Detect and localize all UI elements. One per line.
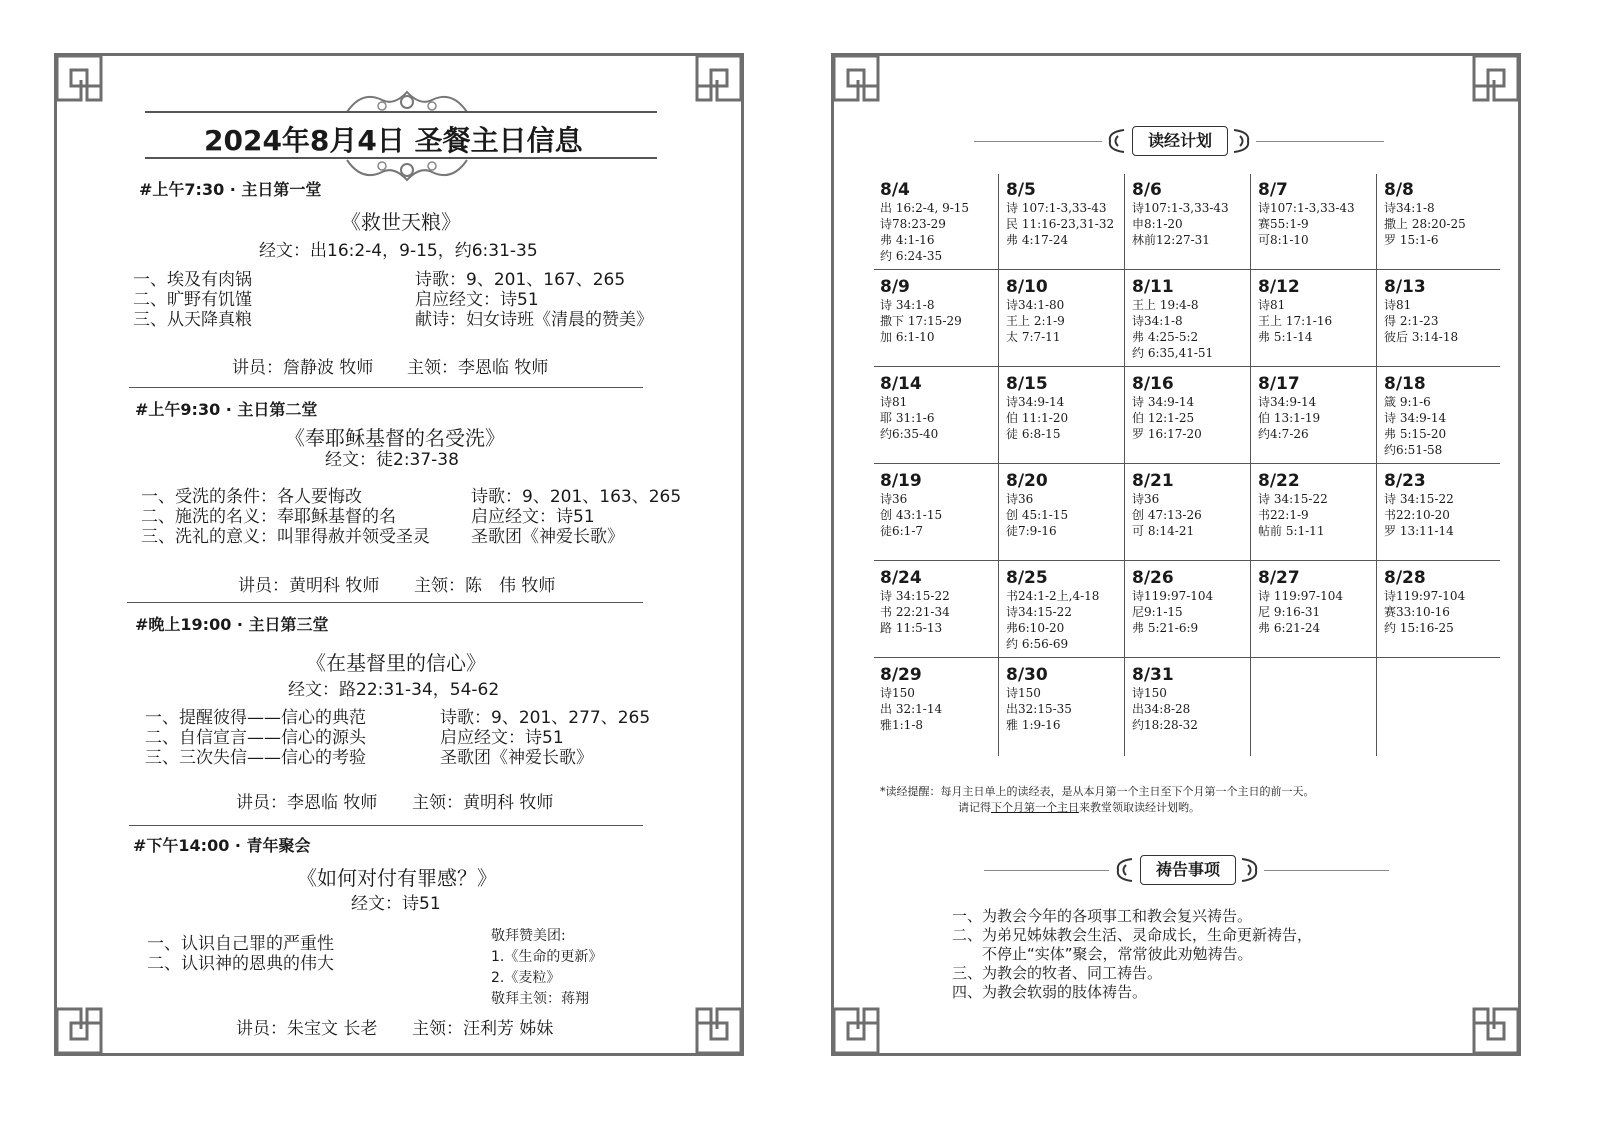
scripture-ref: 雅1:1-8 [880,718,924,732]
scripture-ref: 伯 13:1-19 [1258,411,1321,425]
scripture-ref: 书24:1-2上,4-18 [1006,589,1100,603]
header-top-ornament [342,86,472,114]
header-bottom-ornament [342,158,472,186]
reading-date: 8/18 [1384,374,1426,394]
scripture-ref: 罗 13:11-14 [1384,524,1454,538]
prayer-item: 四、为教会软弱的肢体祷告。 [952,983,1148,1001]
hymns: 诗歌：9、201、277、265 [440,708,651,728]
reading-day-cell [874,174,1000,271]
prayer-title: 祷告事项 [1140,855,1236,885]
worship-song: 2.《麦粒》 [491,970,561,986]
scripture-ref: 林前12:27-31 [1132,233,1210,247]
reading-date: 8/7 [1258,180,1288,200]
reading-date: 8/4 [880,180,910,200]
swirl-ornament-icon [1230,128,1254,154]
scripture-ref: 诗107:1-3,33-43 [1132,201,1229,215]
reading-date: 8/17 [1258,374,1300,394]
reading-date: 8/26 [1132,568,1174,588]
scripture-ref: 尼9:1-15 [1132,605,1183,619]
reading-day-cell [1000,368,1126,465]
service-heading: #上午9:30 · 主日第二堂 [135,400,318,419]
sermon-points [133,270,252,330]
reading-day-cell [1378,465,1504,562]
sermon-title: 《如何对付有罪感？》 [297,866,497,890]
scripture-ref: 诗34:15-22 [1006,605,1072,619]
fret-corner-ornament [831,1006,881,1056]
scripture-ref: 约6:51-58 [1384,443,1443,457]
scripture-ref: 弗 4:17-24 [1006,233,1069,247]
reading-day-cell [1252,368,1378,465]
scripture-ref: 诗119:97-104 [1132,589,1214,603]
reading-date: 8/29 [880,665,922,685]
leader: 主领：李恩临 牧师 [407,358,549,378]
scripture-ref: 诗36 [880,492,908,506]
reading-date: 8/12 [1258,277,1300,297]
speaker: 讲员：黄明科 牧师 [238,576,380,596]
fret-corner-ornament [831,53,881,103]
scripture-ref: 诗 34:15-22 [1258,492,1328,506]
scripture-reference: 经文：出16:2-4，9-15，约6:31-35 [259,241,538,261]
grid-divider [1124,174,1125,756]
sermon-title: 《在基督里的信心》 [306,651,486,675]
hymns: 诗歌：9、201、163、265 [471,487,682,507]
reading-day-cell [874,659,1000,756]
leader: 主领：黄明科 牧师 [412,793,554,813]
scripture-ref: 路 11:5-13 [880,621,943,635]
scripture-ref: 罗 16:17-20 [1132,427,1202,441]
reading-day-cell [1126,174,1252,271]
special-music: 献诗：妇女诗班《清晨的赞美》 [415,310,653,330]
scripture-ref: 创 43:1-15 [880,508,943,522]
scripture-ref: 创 47:13-26 [1132,508,1202,522]
fret-corner-ornament [694,1006,744,1056]
reading-date: 8/27 [1258,568,1300,588]
reading-day-cell [874,271,1000,368]
scripture-ref: 徒 6:8-15 [1006,427,1061,441]
reading-date: 8/30 [1006,665,1048,685]
scripture-ref: 得 2:1-23 [1384,314,1439,328]
reading-day-cell [1126,368,1252,465]
scripture-ref: 徒7:9-16 [1006,524,1057,538]
sermon-point: 三、三次失信——信心的考验 [145,748,366,768]
prayer-item: 不停止“实体”聚会，常常彼此劝勉祷告。 [952,945,1253,963]
reading-day-cell [1252,465,1378,562]
scripture-ref: 弗 5:1-14 [1258,330,1313,344]
reading-date: 8/19 [880,471,922,491]
reading-plan-banner [834,126,1518,156]
reading-date: 8/15 [1006,374,1048,394]
scripture-ref: 伯 11:1-20 [1006,411,1069,425]
reading-date: 8/21 [1132,471,1174,491]
prayer-banner [834,855,1518,885]
scripture-ref: 伯 12:1-25 [1132,411,1195,425]
scripture-ref: 弗 4:25-5:2 [1132,330,1199,344]
sermon-title: 《奉耶稣基督的名受洗》 [285,426,505,450]
reading-date: 8/22 [1258,471,1300,491]
scripture-ref: 诗81 [1258,298,1286,312]
scripture-ref: 约 15:16-25 [1384,621,1454,635]
reading-day-cell [1000,659,1126,756]
scripture-ref: 赛55:1-9 [1258,217,1309,231]
reading-plan-title: 读经计划 [1132,126,1228,156]
reading-date: 8/14 [880,374,922,394]
grid-divider [1250,174,1251,756]
scripture-ref: 诗 34:9-14 [1384,411,1447,425]
reading-date: 8/10 [1006,277,1048,297]
reading-day-cell [1252,659,1378,756]
scripture-ref: 诗 34:9-14 [1132,395,1195,409]
scripture-ref: 王上 19:4-8 [1132,298,1199,312]
worship-song: 1.《生命的更新》 [491,949,603,965]
worship-leader: 敬拜主领：蒋翔 [491,991,589,1007]
reading-day-cell [1378,562,1504,659]
scripture-ref: 加 6:1-10 [880,330,935,344]
special-music: 圣歌团《神爱长歌》 [440,748,593,768]
fret-corner-ornament [54,1006,104,1056]
sermon-point: 二、施洗的名义：奉耶稣基督的名 [141,507,396,527]
swirl-ornament-icon [1112,857,1136,883]
scripture-ref: 书22:10-20 [1384,508,1450,522]
scripture-ref: 诗150 [1132,686,1167,700]
reading-day-cell [874,562,1000,659]
worship-team-label: 敬拜赞美团: [491,928,566,944]
sermon-title: 《救世天粮》 [341,210,461,234]
scripture-ref: 诗 34:15-22 [1384,492,1454,506]
prayer-item: 二、为弟兄姊妹教会生活、灵命成长，生命更新祷告， [952,926,1313,944]
prayer-item: 三、为教会的牧者、同工祷告。 [952,964,1163,982]
grid-divider [874,657,1500,658]
service-heading: #上午7:30 · 主日第一堂 [139,180,322,199]
reading-date: 8/31 [1132,665,1174,685]
swirl-ornament-icon [1104,128,1128,154]
scripture-ref: 诗 107:1-3,33-43 [1006,201,1107,215]
sermon-points [141,487,430,547]
scripture-ref: 撒下 17:15-29 [880,314,962,328]
scripture-ref: 出 32:1-14 [880,702,943,716]
reading-day-cell [1126,659,1252,756]
sermon-point: 一、受洗的条件：各人要悔改 [141,487,362,507]
sermon-point: 一、提醒彼得——信心的典范 [145,708,366,728]
grid-divider [874,463,1500,464]
scripture-ref: 诗 34:15-22 [880,589,950,603]
swirl-ornament-icon [1238,857,1262,883]
scripture-ref: 约4:7-26 [1258,427,1309,441]
sermon-point: 二、认识神的恩典的伟大 [147,954,334,974]
scripture-ref: 诗119:97-104 [1384,589,1466,603]
scripture-ref: 书22:1-9 [1258,508,1309,522]
reading-date: 8/23 [1384,471,1426,491]
reading-day-cell [874,368,1000,465]
scripture-ref: 诗36 [1006,492,1034,506]
speaker: 讲员：李恩临 牧师 [236,793,378,813]
service-heading: #下午14:00 · 青年聚会 [133,836,311,855]
reading-reminder: *读经提醒：每月主日单上的读经表，是从本月第一个主日至下个月第一个主日的前一天。 [880,785,1315,798]
scripture-ref: 约 6:35,41-51 [1132,346,1214,360]
reading-date: 8/16 [1132,374,1174,394]
prayer-list [952,907,1312,1002]
scripture-ref: 弗 5:15-20 [1384,427,1447,441]
reading-date: 8/6 [1132,180,1162,200]
grid-divider [874,366,1500,367]
service-order [415,270,653,330]
sermon-point: 二、旷野有饥馑 [133,290,252,310]
scripture-ref: 出34:8-28 [1132,702,1191,716]
scripture-ref: 民 11:16-23,31-32 [1006,217,1115,231]
scripture-ref: 诗107:1-3,33-43 [1258,201,1355,215]
reading-day-cell [1252,562,1378,659]
reading-plan-panel [831,53,1521,1056]
scripture-ref: 诗 119:97-104 [1258,589,1343,603]
scripture-ref: 罗 15:1-6 [1384,233,1439,247]
worship-team-info [491,926,602,1010]
scripture-ref: 约 6:56-69 [1006,637,1069,651]
fret-corner-ornament [54,53,104,103]
service-order [440,708,650,768]
scripture-ref: 创 45:1-15 [1006,508,1069,522]
prayer-item: 一、为教会今年的各项事工和教会复兴祷告。 [952,907,1253,925]
service-info-panel [54,53,744,1056]
responsive-reading: 启应经文：诗51 [415,290,539,310]
reading-day-cell [1378,368,1504,465]
reading-date: 8/25 [1006,568,1048,588]
reading-day-cell [1126,271,1252,368]
special-music: 圣歌团《神爱长歌》 [471,527,624,547]
scripture-ref: 雅 1:9-16 [1006,718,1061,732]
responsive-reading: 启应经文：诗51 [471,507,595,527]
scripture-ref: 彼后 3:14-18 [1384,330,1459,344]
reading-day-cell [1378,271,1504,368]
reading-day-cell [874,465,1000,562]
scripture-ref: 可 8:14-21 [1132,524,1195,538]
scripture-ref: 约 6:24-35 [880,249,943,263]
scripture-ref: 弗6:10-20 [1006,621,1065,635]
reading-date: 8/9 [880,277,910,297]
sermon-points [145,708,366,768]
reading-day-cell [1126,465,1252,562]
scripture-ref: 诗34:1-8 [1132,314,1183,328]
scripture-ref: 撒上 28:20-25 [1384,217,1466,231]
scripture-reference: 经文：路22:31-34，54-62 [288,680,500,700]
reading-plan-table [874,174,1487,758]
scripture-ref: 王上 17:1-16 [1258,314,1333,328]
reading-date: 8/24 [880,568,922,588]
grid-divider [1376,174,1377,756]
reading-day-cell [1252,174,1378,271]
reading-date: 8/13 [1384,277,1426,297]
scripture-ref: 尼 9:16-31 [1258,605,1321,619]
reading-day-cell [1378,659,1504,756]
reading-day-cell [1000,465,1126,562]
scripture-ref: 诗34:1-80 [1006,298,1065,312]
scripture-ref: 弗 6:21-24 [1258,621,1321,635]
reading-date: 8/28 [1384,568,1426,588]
reading-day-cell [1000,562,1126,659]
scripture-ref: 申8:1-20 [1132,217,1183,231]
grid-divider [874,560,1500,561]
fret-corner-ornament [694,53,744,103]
reading-date: 8/5 [1006,180,1036,200]
reading-date: 8/8 [1384,180,1414,200]
scripture-ref: 诗34:9-14 [1258,395,1317,409]
page-title: 2024年8月4日 圣餐主日信息 [204,124,583,157]
scripture-ref: 诗 34:1-8 [880,298,935,312]
scripture-ref: 王上 2:1-9 [1006,314,1065,328]
grid-divider [998,174,999,756]
scripture-ref: 诗81 [1384,298,1412,312]
reading-day-cell [1000,174,1126,271]
fret-corner-ornament [1471,53,1521,103]
reading-day-cell [1000,271,1126,368]
leader: 主领：汪利芳 姊妹 [412,1019,554,1039]
fret-corner-ornament [1471,1006,1521,1056]
reading-day-cell [1378,174,1504,271]
scripture-ref: 徒6:1-7 [880,524,924,538]
sermon-point: 一、埃及有肉锅 [133,270,252,290]
scripture-ref: 诗150 [880,686,915,700]
reading-date: 8/11 [1132,277,1174,297]
scripture-reference: 经文：诗51 [351,894,441,914]
sermon-points [147,934,334,974]
speaker: 讲员：朱宝文 长老 [236,1019,378,1039]
speaker: 讲员：詹静波 牧师 [232,358,374,378]
scripture-ref: 出32:15-35 [1006,702,1072,716]
scripture-ref: 诗150 [1006,686,1041,700]
responsive-reading: 启应经文：诗51 [440,728,564,748]
scripture-ref: 书 22:21-34 [880,605,950,619]
scripture-ref: 弗 5:21-6:9 [1132,621,1199,635]
sermon-point: 三、从天降真粮 [133,310,252,330]
scripture-ref: 约18:28-32 [1132,718,1198,732]
scripture-ref: 可8:1-10 [1258,233,1309,247]
service-order [471,487,681,547]
reading-day-cell [1252,271,1378,368]
scripture-ref: 诗36 [1132,492,1160,506]
scripture-ref: 诗78:23-29 [880,217,946,231]
sermon-point: 二、自信宣言——信心的源头 [145,728,366,748]
scripture-ref: 太 7:7-11 [1006,330,1061,344]
scripture-ref: 赛33:10-16 [1384,605,1450,619]
scripture-ref: 弗 4:1-16 [880,233,935,247]
leader: 主领：陈 伟 牧师 [414,576,556,596]
scripture-ref: 诗34:1-8 [1384,201,1435,215]
scripture-ref: 出 16:2-4, 9-15 [880,201,970,215]
scripture-ref: 耶 31:1-6 [880,411,935,425]
scripture-ref: 诗34:9-14 [1006,395,1065,409]
scripture-ref: 箴 9:1-6 [1384,395,1431,409]
scripture-ref: 约6:35-40 [880,427,939,441]
sermon-point: 一、认识自己罪的严重性 [147,934,334,954]
grid-divider [874,269,1500,270]
reading-reminder-line2: 请记得下个月第一个主日来教堂领取读经计划哟。 [958,801,1200,814]
scripture-ref: 诗81 [880,395,908,409]
sermon-point: 三、洗礼的意义：叫罪得赦并领受圣灵 [141,527,430,547]
reading-date: 8/20 [1006,471,1048,491]
reading-day-cell [1126,562,1252,659]
scripture-reference: 经文：徒2:37-38 [325,450,459,470]
hymns: 诗歌：9、201、167、265 [415,270,626,290]
scripture-ref: 帖前 5:1-11 [1258,524,1325,538]
service-heading: #晚上19:00 · 主日第三堂 [135,615,329,634]
